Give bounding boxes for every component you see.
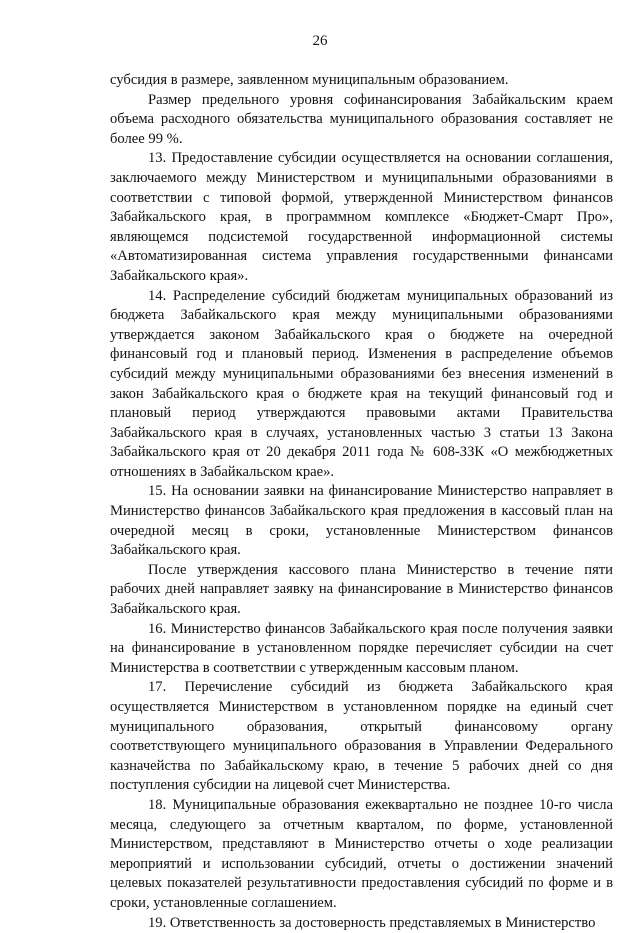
paragraph-continuation: субсидия в размере, заявленном муниципальным образованием.	[110, 72, 509, 88]
paragraph-16: 16. Министерство финансов Забайкальского края после получения заявки на финансирование в установленном порядке перечисляет субсидии на счет Министерства в соответствии с утвержденным кассовым планом.	[110, 620, 613, 676]
paragraph-13: 13. Предоставление субсидии осуществляется на основании соглашения, заключаемого между Министерством и муниципальными образованиями в соответствии с типовой формой, утвержденной Министерством финансов Забайкальского края, в программном комплексе «Бюджет-Смарт Про», являющемся подсистемой государственной информационной системы «Автоматизированная система управления государственными финансами Забайкальского края».	[110, 150, 613, 284]
paragraph-15: 15. На основании заявки на финансирование Министерство направляет в Министерство финансов Забайкальского края предложения в кассовый план на очередной месяц в сроки, установленные Министерством финансов Забайкальского края.	[110, 483, 613, 559]
paragraph-18: 18. Муниципальные образования ежеквартально не позднее 10-го числа месяца, следующего за отчетным кварталом, по форме, установленной Министерством, представляют в Министерство отчеты о ходе реализации мероприятий и использовании субсидий, отчеты о достижении значений целевых показателей результативности предоставления субсидий по форме и в сроки, установленные соглашением.	[110, 796, 613, 911]
paragraph-15-continuation: После утверждения кассового плана Министерство в течение пяти рабочих дней направляет заявку на финансирование в Министерство финансов Забайкальского края.	[110, 561, 613, 618]
paragraph-cofinancing-level: Размер предельного уровня софинансирования Забайкальским краем объема расходного обязательства муниципального образования составляет не более 99 %.	[110, 91, 613, 147]
document-body	[110, 71, 613, 933]
page-number: 26	[312, 33, 328, 49]
paragraph-17: 17. Перечисление субсидий из бюджета Забайкальского края осуществляется Министерством в установленном порядке на единый счет муниципального образования, открытый финансовому органу соответствующего муниципального образования в Управлении Федерального казначейства по Забайкальскому краю, в течение 5 рабочих дней со дня поступления субсидии на лицевой счет Министерства.	[110, 679, 613, 794]
paragraph-19: 19. Ответственность за достоверность представляемых в Министерство	[148, 914, 596, 931]
paragraph-14: 14. Распределение субсидий бюджетам муниципальных образований из бюджета Забайкальского края между муниципальными образованиями утверждается законом Забайкальского края о бюджете на очередной финансовый год и плановый период. Изменения в распределение объемов субсидий между муниципальными образованиями без внесения изменений в закон Забайкальского края о бюджете края на текущий финансовый год и плановый период утверждаются правовыми актами Правительства Забайкальского края в случаях, установленных частью 3 статьи 13 Закона Забайкальского края от 20 декабря 2011 года № 608-ЗЗК «О межбюджетных отношениях в Забайкальском крае».	[110, 287, 613, 480]
